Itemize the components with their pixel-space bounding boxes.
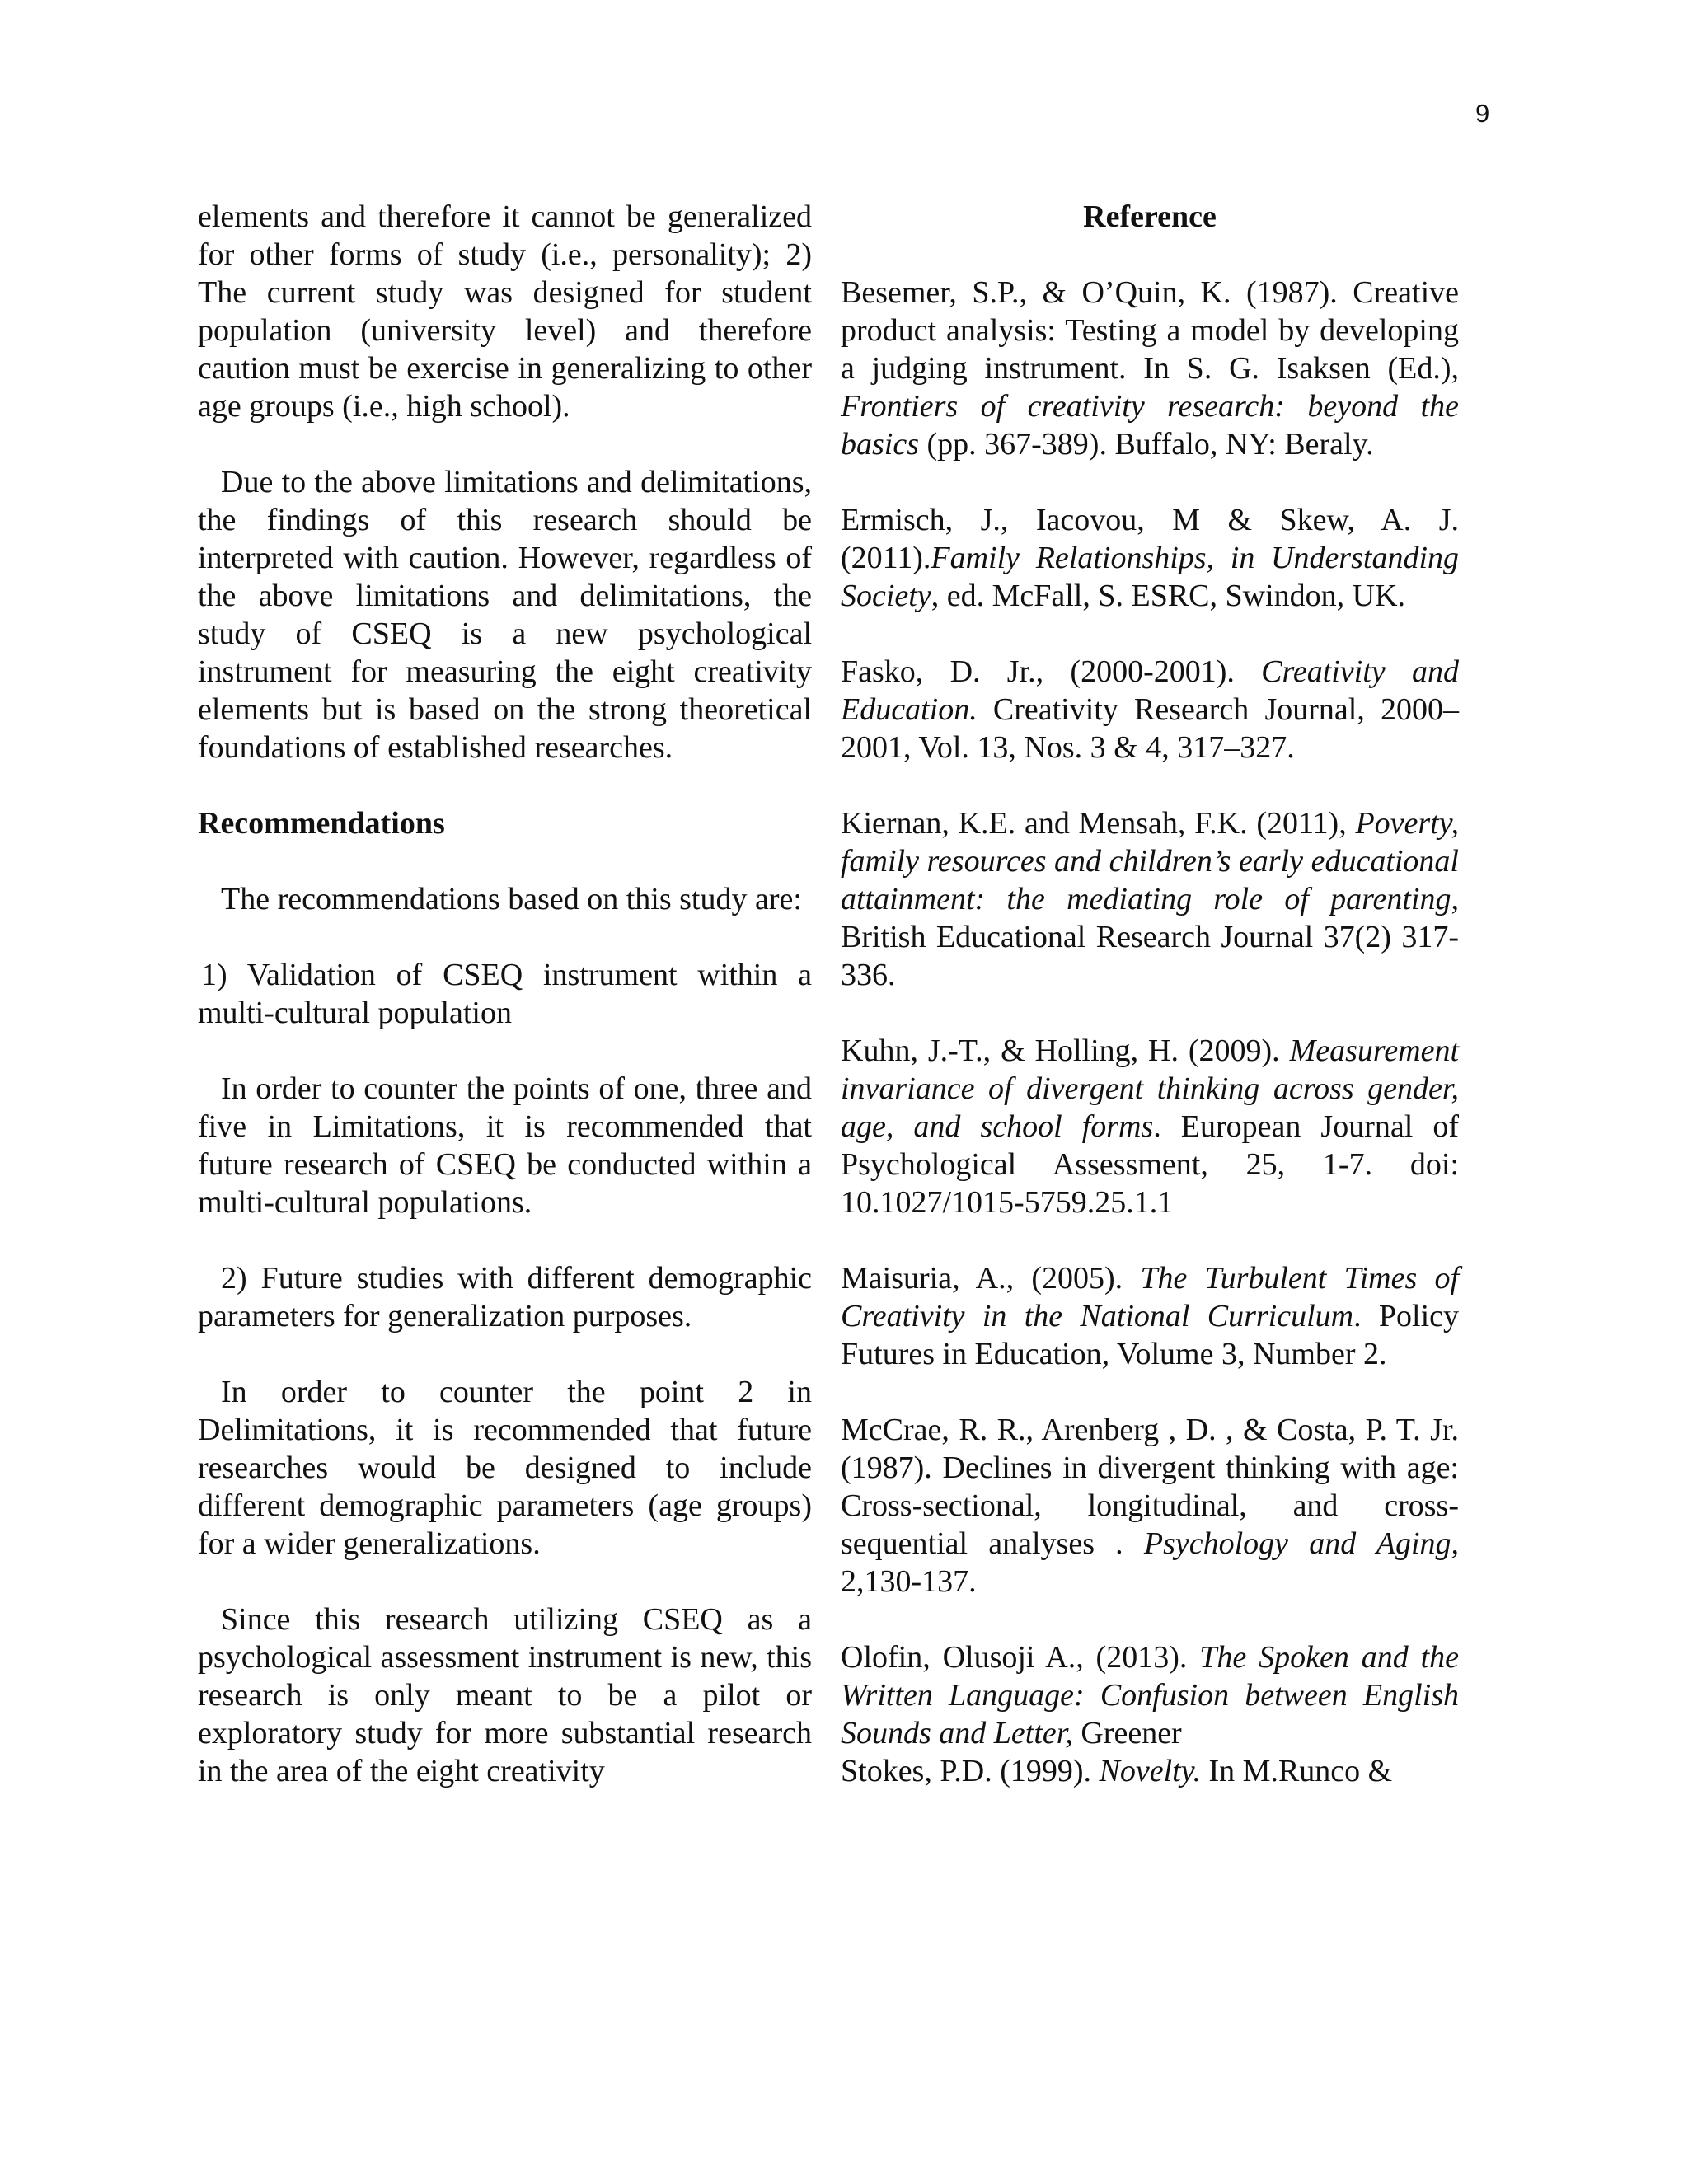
reference-text: Besemer, S.P., & O’Quin, K. (1987). Creative product analysis: Testing a model by developing a judging instrument. In S. G. Isaksen (Ed.), <box>841 275 1459 386</box>
recommendation-2-detail: In order to counter the point 2 in Delimitations, it is recommended that future researches would be designed to include different demographic parameters (age groups) for a wider generalizations. <box>198 1375 812 1561</box>
reference-text: Olofin, Olusoji A., (2013). <box>841 1640 1200 1675</box>
recommendations-heading: Recommendations <box>198 806 445 841</box>
reference-text: . European Journal of Psychological Assessment, 25, 1-7. doi: 10.1027/1015-5759.25.1.1 <box>841 1109 1459 1220</box>
reference-entry <box>841 804 1459 994</box>
reference-entry <box>841 1032 1459 1221</box>
reference-text: Greener <box>1072 1716 1182 1750</box>
reference-title: Psychology and Aging, <box>1143 1526 1459 1561</box>
reference-text: Ermisch, J., Iacovou, M & Skew, A. J. (2011). <box>841 503 1459 575</box>
reference-title: The Turbulent Times of Creativity in the National Curriculum <box>841 1261 1460 1333</box>
reference-text: 2,130-137. <box>841 1564 977 1599</box>
reference-text: Kuhn, J.-T., & Holling, H. (2009). <box>841 1033 1290 1068</box>
recommendations-intro-paragraph: The recommendations based on this study are: <box>221 882 802 916</box>
reference-entry <box>841 1411 1459 1601</box>
reference-text: Maisuria, A., (2005). <box>841 1261 1141 1296</box>
reference-text: , British Educational Research Journal 37(2) 317-336. <box>841 882 1459 992</box>
reference-title: Measurement invariance of divergent thinking across gender, age, and school forms <box>841 1033 1459 1144</box>
reference-title: Frontiers of creativity research: beyond the basics <box>841 389 1459 462</box>
left-column <box>198 198 812 1828</box>
pilot-study-paragraph: Since this research utilizing CSEQ as a psychological assessment instrument is new, this research is only meant to be a pilot or exploratory study for more substantial research in the area of the eight creativity <box>198 1602 812 1788</box>
limitations-continued-paragraph: elements and therefore it cannot be generalized for other forms of study (i.e., personality); 2) The current study was designed for student population (university level) and therefore caution must be exercise in generalizing to other age groups (i.e., high school). <box>198 199 812 424</box>
reference-text: McCrae, R. R., Arenberg , D. , & Costa, P. T. Jr. (1987). Declines in divergent thinking with age: Cross-sectional, longitudinal, and cross-sequential analyses . <box>841 1413 1459 1561</box>
reference-text: Fasko, D. Jr., (2000-2001). <box>841 654 1262 689</box>
reference-text: Stokes, P.D. (1999). <box>841 1754 1100 1788</box>
reference-text: Creativity Research Journal, 2000–2001, Vol. 13, Nos. 3 & 4, 317–327. <box>841 692 1459 765</box>
reference-text: . Policy Futures in Education, Volume 3, Number 2. <box>841 1299 1459 1371</box>
reference-title: Family Relationships, in Understanding Society <box>841 541 1459 613</box>
reference-text: , ed. McFall, S. ESRC, Swindon, UK. <box>931 579 1406 613</box>
reference-entry <box>841 1638 1459 1752</box>
reference-entry <box>841 274 1459 463</box>
recommendation-1-detail: In order to counter the points of one, three and five in Limitations, it is recommended that future research of CSEQ be conducted within a multi-cultural populations. <box>198 1071 812 1220</box>
reference-title: Poverty, family resources and children’s early educational attainment: the mediating role of parenting <box>841 806 1459 916</box>
reference-heading: Reference <box>1083 199 1217 234</box>
recommendation-1: 1) Validation of CSEQ instrument within a multi-cultural population <box>198 958 812 1030</box>
right-column <box>841 198 1459 1828</box>
page-number: 9 <box>1475 99 1490 128</box>
reference-entry <box>841 501 1459 615</box>
reference-title: The Spoken and the Written Language: Confusion between English Sounds and Letter, <box>841 1640 1459 1750</box>
reference-title: Creativity and Education. <box>841 654 1459 727</box>
reference-text: Kiernan, K.E. and Mensah, F.K. (2011), <box>841 806 1356 841</box>
reference-entry <box>841 1259 1459 1373</box>
reference-text: In M.Runco & <box>1201 1754 1393 1788</box>
reference-text: (pp. 367-389). Buffalo, NY: Beraly. <box>919 427 1374 462</box>
reference-title: Novelty. <box>1099 1754 1201 1788</box>
reference-entry <box>841 653 1459 766</box>
recommendation-2: 2) Future studies with different demographic parameters for generalization purposes. <box>198 1261 812 1333</box>
reference-entry <box>841 1752 1459 1790</box>
caution-paragraph: Due to the above limitations and delimitations, the findings of this research should be interpreted with caution. However, regardless of the above limitations and delimitations, the study of CSEQ is a new psychological instrument for measuring the eight creativity elements but is based on the strong theoretical foundations of established researches. <box>198 465 812 765</box>
